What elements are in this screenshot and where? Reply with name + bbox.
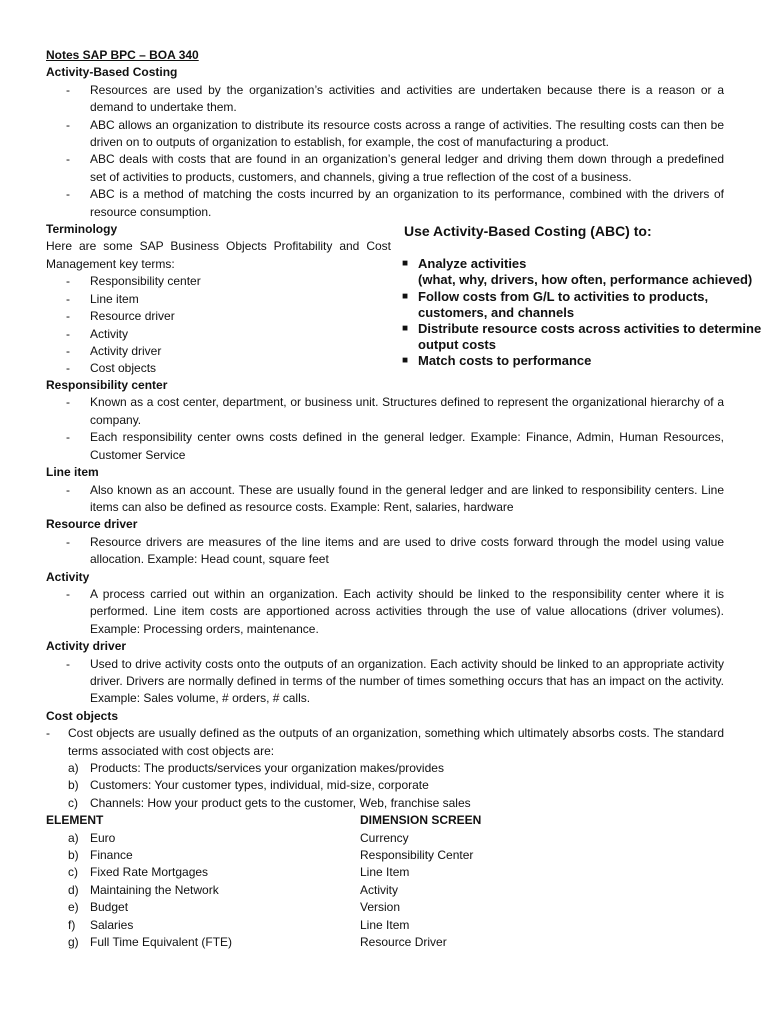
list-item: - ABC allows an organization to distribute its resource costs across a range of activities. The resulting costs can then be driven on to outputs of organization to establish, for example, the cost of manufacturing a product. <box>46 117 724 152</box>
list-item: c) Channels: How your product gets to the customer, Web, franchise sales <box>68 795 471 810</box>
activity-driver-heading: Activity driver <box>46 639 127 654</box>
list-item: - Line item <box>46 291 391 308</box>
line-item-heading: Line item <box>46 465 99 480</box>
activity-list <box>46 586 724 638</box>
list-item: - Cost objects are usually defined as the outputs of an organization, something which ultimately absorbs costs. The standard terms associated with cost objects are: <box>46 725 724 760</box>
activity-heading: Activity <box>46 569 90 584</box>
table-row: a) Euro Currency <box>68 830 409 845</box>
terminology-heading: Terminology <box>46 222 118 237</box>
list-item: - Resource driver <box>46 308 391 325</box>
line-item-list <box>46 482 724 517</box>
list-item: - Used to drive activity costs onto the outputs of an organization. Each activity should be linked to an appropriate activity driver. Drivers are normally defined in terms of the number of times something occurs that has an impact on the activity. Example: Sales volume, # orders, # calls. <box>46 656 724 708</box>
responsibility-center-heading: Responsibility center <box>46 378 168 393</box>
cost-objects-list <box>46 725 724 760</box>
document <box>46 47 762 951</box>
list-item: ■ Distribute resource costs across activities to determine output costs <box>402 321 768 353</box>
abc-points-list <box>46 82 724 221</box>
list-item: - Known as a cost center, department, or business unit. Structures defined to represent the organizational hierarchy of a company. <box>46 394 724 429</box>
resource-driver-heading: Resource driver <box>46 517 138 532</box>
table-header <box>46 812 724 829</box>
cost-objects-items <box>46 760 724 812</box>
table-row: g) Full Time Equivalent (FTE) Resource Driver <box>68 935 447 950</box>
document-title: Notes SAP BPC – BOA 340 <box>46 48 199 62</box>
table-row: b) Finance Responsibility Center <box>68 848 474 863</box>
column-header-dimension: DIMENSION SCREEN <box>360 813 482 828</box>
list-item: - Each responsibility center owns costs defined in the general ledger. Example: Finance, Admin, Human Resources, Customer Service <box>46 429 724 464</box>
cost-objects-heading: Cost objects <box>46 708 119 723</box>
list-item: - ABC is a method of matching the costs incurred by an organization to its performance, combined with the drivers of resource consumption. <box>46 186 724 221</box>
table-row: d) Maintaining the Network Activity <box>68 882 399 897</box>
list-item: - A process carried out within an organization. Each activity should be linked to the responsibility center where it is performed. Line item costs are apportioned across activities through the use of value allocations (driver volumes). Example: Processing orders, maintenance. <box>46 586 724 638</box>
table-row: c) Fixed Rate Mortgages Line Item <box>68 865 410 880</box>
list-item: ■ Match costs to performance <box>402 353 768 369</box>
list-item: - ABC deals with costs that are found in an organization’s general ledger and driving them down through a predefined set of activities to products, customers, and channels, giving a true reflection of the cost of a business. <box>46 151 724 186</box>
list-item: - Also known as an account. These are usually found in the general ledger and are linked to responsibility centers. Line items can also be defined as resource costs. Example: Rent, salaries, hardware <box>46 482 724 517</box>
list-item: - Activity <box>46 326 391 343</box>
abc-usage-figure <box>402 223 768 370</box>
list-item: - Resources are used by the organization’s activities and activities are undertaken because there is a reason or a demand to undertake them. <box>46 82 724 117</box>
responsibility-center-list <box>46 394 724 464</box>
list-item: ■ Analyze activities (what, why, drivers, how often, performance achieved) <box>402 256 768 288</box>
abc-heading: Activity-Based Costing <box>46 65 178 80</box>
terminology-intro: Here are some SAP Business Objects Profitability and Cost Management key terms: <box>46 239 391 271</box>
list-item: a) Products: The products/services your organization makes/provides <box>68 761 444 775</box>
table-row: f) Salaries Line Item <box>68 917 410 932</box>
column-header-element: ELEMENT <box>46 813 104 828</box>
abc-figure-list <box>402 256 768 369</box>
table-row: e) Budget Version <box>68 900 401 915</box>
list-item: ■ Follow costs from G/L to activities to products, customers, and channels <box>402 289 768 321</box>
activity-driver-list <box>46 656 724 708</box>
list-item: - Resource drivers are measures of the line items and are used to drive costs forward through the model using value allocation. Example: Head count, square feet <box>46 534 724 569</box>
list-item: - Responsibility center <box>46 273 391 290</box>
terminology-section <box>46 221 762 377</box>
terms-list <box>46 273 391 377</box>
list-item: - Activity driver <box>46 343 391 360</box>
list-item: - Cost objects <box>46 360 391 377</box>
resource-driver-list <box>46 534 724 569</box>
abc-figure-title: Use Activity-Based Costing (ABC) to: <box>404 223 652 240</box>
element-dimension-table <box>46 812 724 951</box>
list-item: b) Customers: Your customer types, individual, mid-size, corporate <box>68 778 429 793</box>
